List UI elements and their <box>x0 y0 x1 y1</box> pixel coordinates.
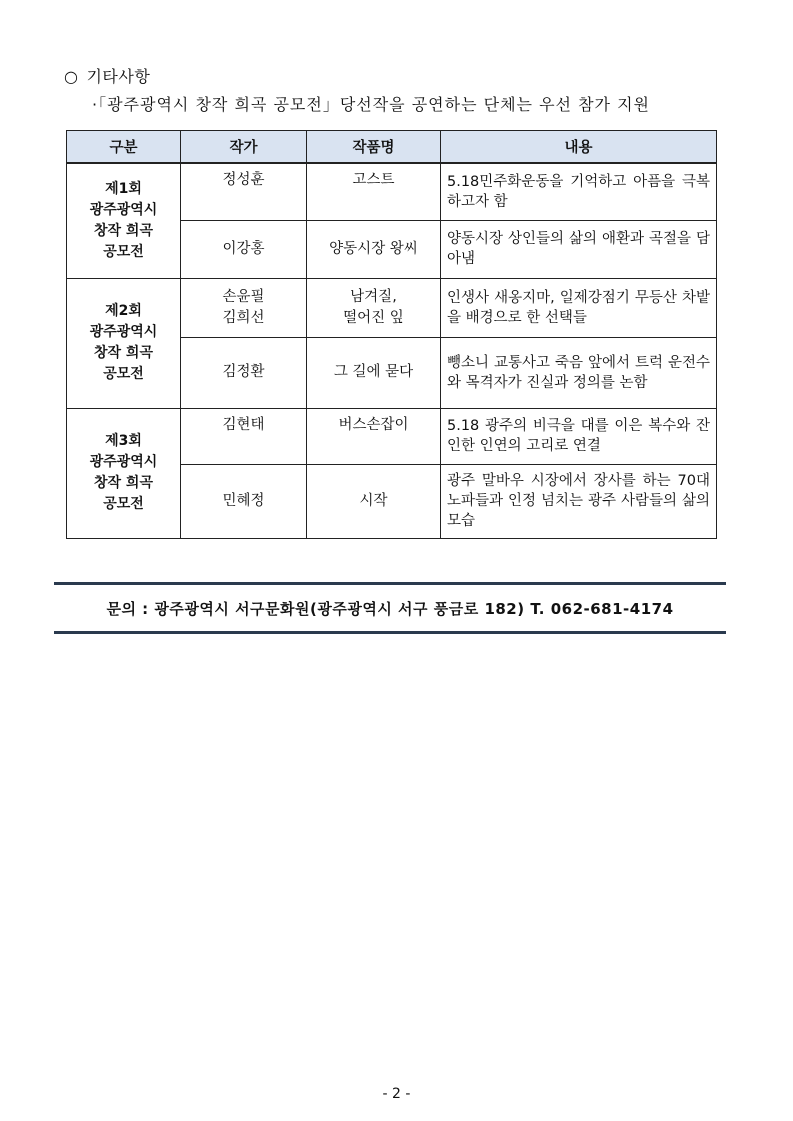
round-cell: 제2회 광주광역시 창작 희곡 공모전 <box>67 278 181 408</box>
winning-works-table <box>66 130 717 539</box>
header-title: 작품명 <box>307 131 441 164</box>
bullet-circle: ○ <box>64 67 79 86</box>
title-cell: 그 길에 묻다 <box>307 337 441 408</box>
contact-info: 문의 : 광주광역시 서구문화원(광주광역시 서구 풍금로 182) T. 062-681-4174 <box>54 582 726 634</box>
writer-cell: 김현태 <box>181 408 307 464</box>
writer-cell: 민혜정 <box>181 464 307 538</box>
section-heading <box>64 64 150 87</box>
header-content: 내용 <box>441 131 717 164</box>
writer-cell: 정성훈 <box>181 163 307 220</box>
header-writer: 작가 <box>181 131 307 164</box>
writer-cell: 손윤필 김희선 <box>181 278 307 337</box>
section-title: 기타사항 <box>86 67 151 86</box>
content-cell: 광주 말바우 시장에서 장사를 하는 70대 노파들과 인정 넘치는 광주 사람들의 삶의 모습 <box>441 464 717 538</box>
round-cell: 제3회 광주광역시 창작 희곡 공모전 <box>67 408 181 538</box>
title-cell: 남겨질, 떨어진 잎 <box>307 278 441 337</box>
title-cell: 버스손잡이 <box>307 408 441 464</box>
round-cell: 제1회 광주광역시 창작 희곡 공모전 <box>67 163 181 278</box>
header-category: 구분 <box>67 131 181 164</box>
support-note: ·「광주광역시 창작 희곡 공모전」당선작을 공연하는 단체는 우선 참가 지원 <box>92 95 650 114</box>
title-cell: 시작 <box>307 464 441 538</box>
content-cell: 5.18 광주의 비극을 대를 이은 복수와 잔인한 인연의 고리로 연결 <box>441 408 717 464</box>
table-row <box>67 163 717 220</box>
writer-cell: 김정환 <box>181 337 307 408</box>
content-cell: 인생사 새옹지마, 일제강점기 무등산 차밭을 배경으로 한 선택들 <box>441 278 717 337</box>
page-number: - 2 - <box>382 1086 411 1102</box>
table-header-row <box>67 131 717 164</box>
table-row <box>67 408 717 464</box>
content-cell: 5.18민주화운동을 기억하고 아픔을 극복하고자 함 <box>441 163 717 220</box>
writer-cell: 이강홍 <box>181 220 307 278</box>
title-cell: 고스트 <box>307 163 441 220</box>
table-row <box>67 278 717 337</box>
content-cell: 뺑소니 교통사고 죽음 앞에서 트럭 운전수와 목격자가 진실과 정의를 논함 <box>441 337 717 408</box>
content-cell: 양동시장 상인들의 삶의 애환과 곡절을 담아냄 <box>441 220 717 278</box>
title-cell: 양동시장 왕씨 <box>307 220 441 278</box>
